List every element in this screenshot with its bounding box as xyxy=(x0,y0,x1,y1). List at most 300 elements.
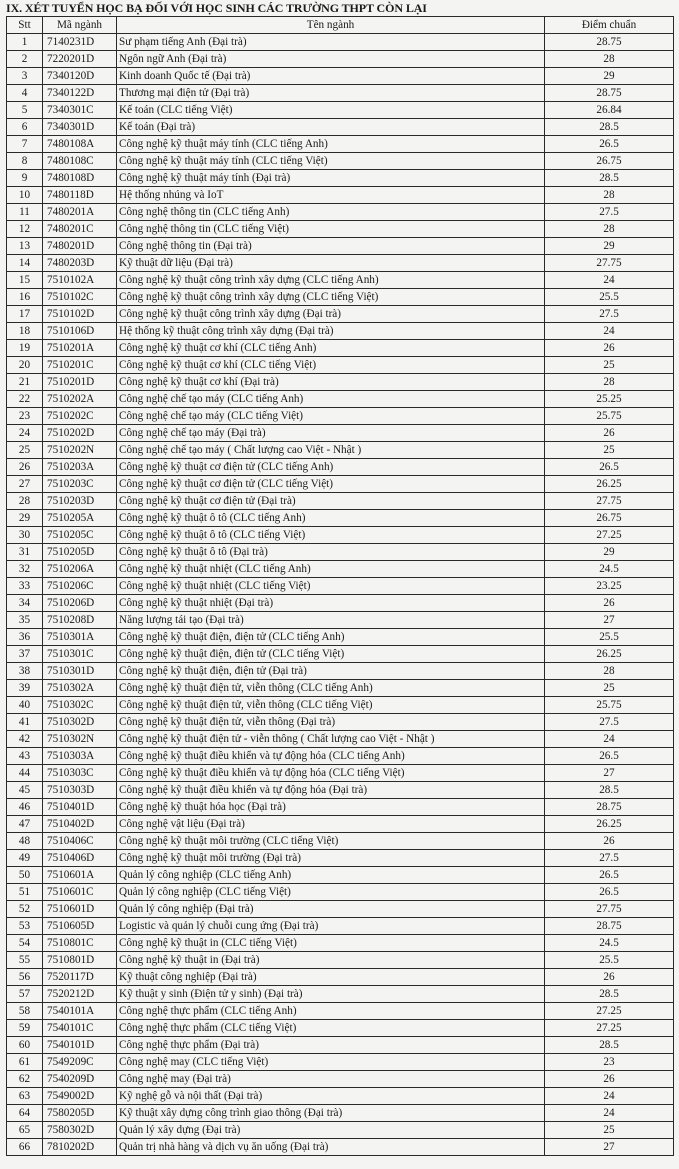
header-stt: Stt xyxy=(7,17,43,34)
table-row xyxy=(7,867,674,884)
row-major-name: Hệ thống kỹ thuật công trình xây dựng (Đại trà) xyxy=(117,323,545,340)
row-major-name: Công nghệ kỹ thuật ô tô (Đại trà) xyxy=(117,544,545,561)
row-cutoff-score: 24 xyxy=(545,1105,674,1122)
row-major-code: 7340120D xyxy=(43,68,117,85)
table-row xyxy=(7,51,674,68)
table-row xyxy=(7,612,674,629)
row-major-name: Công nghệ thông tin (CLC tiếng Anh) xyxy=(117,204,545,221)
row-cutoff-score: 24 xyxy=(545,272,674,289)
row-cutoff-score: 25.5 xyxy=(545,629,674,646)
row-major-code: 7510102A xyxy=(43,272,117,289)
row-stt: 31 xyxy=(7,544,43,561)
table-row xyxy=(7,901,674,918)
row-stt: 29 xyxy=(7,510,43,527)
table-row xyxy=(7,680,674,697)
row-stt: 24 xyxy=(7,425,43,442)
row-stt: 26 xyxy=(7,459,43,476)
row-stt: 58 xyxy=(7,1003,43,1020)
table-row xyxy=(7,391,674,408)
row-cutoff-score: 27.5 xyxy=(545,850,674,867)
row-major-name: Năng lượng tái tạo (Đại trà) xyxy=(117,612,545,629)
row-cutoff-score: 25.25 xyxy=(545,391,674,408)
table-row xyxy=(7,425,674,442)
row-major-code: 7510601A xyxy=(43,867,117,884)
row-stt: 40 xyxy=(7,697,43,714)
row-major-code: 7510201D xyxy=(43,374,117,391)
row-major-code: 7480108D xyxy=(43,170,117,187)
row-major-code: 7220201D xyxy=(43,51,117,68)
row-cutoff-score: 27.25 xyxy=(545,527,674,544)
row-major-code: 7510303A xyxy=(43,748,117,765)
table-row xyxy=(7,1003,674,1020)
row-cutoff-score: 27 xyxy=(545,1139,674,1156)
row-major-name: Công nghệ kỹ thuật in (Đại trà) xyxy=(117,952,545,969)
row-stt: 11 xyxy=(7,204,43,221)
row-stt: 19 xyxy=(7,340,43,357)
header-major-name: Tên ngành xyxy=(117,17,545,34)
table-row xyxy=(7,850,674,867)
row-major-code: 7480201C xyxy=(43,221,117,238)
row-major-name: Kỹ thuật dữ liệu (Đại trà) xyxy=(117,255,545,272)
row-major-code: 7510205C xyxy=(43,527,117,544)
row-major-name: Công nghệ kỹ thuật cơ điện tử (Đại trà) xyxy=(117,493,545,510)
row-major-code: 7510203A xyxy=(43,459,117,476)
row-stt: 12 xyxy=(7,221,43,238)
row-major-code: 7549002D xyxy=(43,1088,117,1105)
row-major-code: 7510202A xyxy=(43,391,117,408)
row-major-code: 7480201D xyxy=(43,238,117,255)
row-major-code: 7510801D xyxy=(43,952,117,969)
row-major-code: 7540101D xyxy=(43,1037,117,1054)
row-stt: 62 xyxy=(7,1071,43,1088)
row-cutoff-score: 27.75 xyxy=(545,493,674,510)
row-major-code: 7510402D xyxy=(43,816,117,833)
row-stt: 10 xyxy=(7,187,43,204)
row-major-code: 7340301D xyxy=(43,119,117,136)
table-row xyxy=(7,1071,674,1088)
row-cutoff-score: 27.25 xyxy=(545,1020,674,1037)
table-row xyxy=(7,646,674,663)
row-cutoff-score: 26 xyxy=(545,833,674,850)
row-major-name: Công nghệ chế tạo máy (Đại trà) xyxy=(117,425,545,442)
row-stt: 52 xyxy=(7,901,43,918)
table-row xyxy=(7,884,674,901)
row-cutoff-score: 26.5 xyxy=(545,459,674,476)
table-row xyxy=(7,918,674,935)
row-major-code: 7540209D xyxy=(43,1071,117,1088)
row-major-code: 7510302D xyxy=(43,714,117,731)
row-stt: 59 xyxy=(7,1020,43,1037)
row-cutoff-score: 28.5 xyxy=(545,170,674,187)
row-major-code: 7510303C xyxy=(43,765,117,782)
row-major-name: Kỹ thuật công nghiệp (Đại trà) xyxy=(117,969,545,986)
row-stt: 34 xyxy=(7,595,43,612)
row-stt: 50 xyxy=(7,867,43,884)
row-cutoff-score: 29 xyxy=(545,544,674,561)
row-major-name: Công nghệ kỹ thuật nhiệt (CLC tiếng Việt) xyxy=(117,578,545,595)
row-major-name: Quản lý xây dựng (Đại trà) xyxy=(117,1122,545,1139)
row-stt: 66 xyxy=(7,1139,43,1156)
row-cutoff-score: 26 xyxy=(545,595,674,612)
row-stt: 56 xyxy=(7,969,43,986)
row-major-name: Quản trị nhà hàng và dịch vụ ăn uống (Đại trà) xyxy=(117,1139,545,1156)
row-stt: 41 xyxy=(7,714,43,731)
table-row xyxy=(7,969,674,986)
row-major-code: 7510202N xyxy=(43,442,117,459)
table-row xyxy=(7,289,674,306)
row-stt: 39 xyxy=(7,680,43,697)
row-stt: 2 xyxy=(7,51,43,68)
table-row xyxy=(7,595,674,612)
table-row xyxy=(7,306,674,323)
row-major-code: 7510106D xyxy=(43,323,117,340)
row-stt: 9 xyxy=(7,170,43,187)
row-major-code: 7580302D xyxy=(43,1122,117,1139)
row-stt: 57 xyxy=(7,986,43,1003)
row-cutoff-score: 26 xyxy=(545,340,674,357)
row-major-code: 7140231D xyxy=(43,34,117,51)
row-major-name: Công nghệ kỹ thuật điện tử, viễn thông (CLC tiếng Anh) xyxy=(117,680,545,697)
row-stt: 45 xyxy=(7,782,43,799)
row-major-name: Công nghệ kỹ thuật công trình xây dựng (CLC tiếng Việt) xyxy=(117,289,545,306)
row-major-code: 7810202D xyxy=(43,1139,117,1156)
row-major-name: Công nghệ kỹ thuật điều khiển và tự động hóa (CLC tiếng Anh) xyxy=(117,748,545,765)
row-major-code: 7510301C xyxy=(43,646,117,663)
row-stt: 13 xyxy=(7,238,43,255)
table-row xyxy=(7,1139,674,1156)
row-cutoff-score: 28.5 xyxy=(545,986,674,1003)
row-major-name: Công nghệ kỹ thuật điện, điện tử (CLC tiếng Việt) xyxy=(117,646,545,663)
row-major-code: 7510601C xyxy=(43,884,117,901)
row-stt: 20 xyxy=(7,357,43,374)
table-row xyxy=(7,442,674,459)
row-major-code: 7540101C xyxy=(43,1020,117,1037)
row-stt: 25 xyxy=(7,442,43,459)
row-stt: 53 xyxy=(7,918,43,935)
row-stt: 43 xyxy=(7,748,43,765)
row-cutoff-score: 26 xyxy=(545,425,674,442)
row-stt: 54 xyxy=(7,935,43,952)
row-major-code: 7510102C xyxy=(43,289,117,306)
table-row xyxy=(7,935,674,952)
row-cutoff-score: 27.5 xyxy=(545,204,674,221)
table-row xyxy=(7,119,674,136)
table-row xyxy=(7,833,674,850)
table-row xyxy=(7,85,674,102)
row-stt: 30 xyxy=(7,527,43,544)
row-cutoff-score: 23 xyxy=(545,1054,674,1071)
row-major-name: Công nghệ kỹ thuật ô tô (CLC tiếng Việt) xyxy=(117,527,545,544)
row-major-name: Công nghệ kỹ thuật điện tử, viễn thông (CLC tiếng Việt) xyxy=(117,697,545,714)
row-major-name: Công nghệ vật liệu (Đại trà) xyxy=(117,816,545,833)
row-stt: 46 xyxy=(7,799,43,816)
row-major-code: 7510301D xyxy=(43,663,117,680)
row-cutoff-score: 26.5 xyxy=(545,136,674,153)
row-stt: 4 xyxy=(7,85,43,102)
row-cutoff-score: 28.5 xyxy=(545,119,674,136)
table-row xyxy=(7,272,674,289)
row-major-code: 7510605D xyxy=(43,918,117,935)
row-major-name: Công nghệ thông tin (CLC tiếng Việt) xyxy=(117,221,545,238)
row-stt: 1 xyxy=(7,34,43,51)
table-row xyxy=(7,238,674,255)
row-major-code: 7510303D xyxy=(43,782,117,799)
row-cutoff-score: 28 xyxy=(545,221,674,238)
row-cutoff-score: 24.5 xyxy=(545,561,674,578)
table-row xyxy=(7,170,674,187)
row-major-code: 7510206C xyxy=(43,578,117,595)
row-major-name: Công nghệ kỹ thuật nhiệt (CLC tiếng Anh) xyxy=(117,561,545,578)
row-stt: 21 xyxy=(7,374,43,391)
row-major-code: 7510406C xyxy=(43,833,117,850)
row-major-code: 7480203D xyxy=(43,255,117,272)
row-stt: 32 xyxy=(7,561,43,578)
row-major-code: 7549209C xyxy=(43,1054,117,1071)
row-major-name: Công nghệ kỹ thuật công trình xây dựng (Đại trà) xyxy=(117,306,545,323)
row-cutoff-score: 26.5 xyxy=(545,867,674,884)
table-row xyxy=(7,187,674,204)
row-stt: 5 xyxy=(7,102,43,119)
row-major-name: Công nghệ kỹ thuật máy tính (CLC tiếng Việt) xyxy=(117,153,545,170)
row-cutoff-score: 29 xyxy=(545,68,674,85)
row-stt: 6 xyxy=(7,119,43,136)
table-row xyxy=(7,1105,674,1122)
row-major-code: 7510202C xyxy=(43,408,117,425)
row-stt: 27 xyxy=(7,476,43,493)
row-cutoff-score: 23.25 xyxy=(545,578,674,595)
table-row xyxy=(7,1088,674,1105)
row-major-code: 7510801C xyxy=(43,935,117,952)
row-major-name: Công nghệ kỹ thuật điện tử, viễn thông (Đại trà) xyxy=(117,714,545,731)
row-stt: 38 xyxy=(7,663,43,680)
table-row xyxy=(7,459,674,476)
table-row xyxy=(7,986,674,1003)
row-stt: 16 xyxy=(7,289,43,306)
table-row xyxy=(7,374,674,391)
table-row xyxy=(7,578,674,595)
row-major-name: Công nghệ kỹ thuật in (CLC tiếng Việt) xyxy=(117,935,545,952)
row-stt: 47 xyxy=(7,816,43,833)
row-major-code: 7480108C xyxy=(43,153,117,170)
row-major-code: 7510205D xyxy=(43,544,117,561)
row-major-code: 7340122D xyxy=(43,85,117,102)
row-major-code: 7510205A xyxy=(43,510,117,527)
row-cutoff-score: 26.5 xyxy=(545,748,674,765)
row-stt: 48 xyxy=(7,833,43,850)
row-major-name: Công nghệ kỹ thuật cơ khí (Đại trà) xyxy=(117,374,545,391)
table-row xyxy=(7,204,674,221)
row-major-name: Công nghệ kỹ thuật hóa học (Đại trà) xyxy=(117,799,545,816)
row-cutoff-score: 28 xyxy=(545,187,674,204)
row-major-name: Sư phạm tiếng Anh (Đại trà) xyxy=(117,34,545,51)
row-cutoff-score: 24 xyxy=(545,1088,674,1105)
row-cutoff-score: 26 xyxy=(545,1071,674,1088)
table-row xyxy=(7,561,674,578)
row-major-code: 7340301C xyxy=(43,102,117,119)
row-major-code: 7540101A xyxy=(43,1003,117,1020)
row-cutoff-score: 28 xyxy=(545,663,674,680)
row-stt: 17 xyxy=(7,306,43,323)
row-cutoff-score: 27.75 xyxy=(545,901,674,918)
row-cutoff-score: 29 xyxy=(545,238,674,255)
table-row xyxy=(7,340,674,357)
row-major-code: 7510406D xyxy=(43,850,117,867)
row-cutoff-score: 24.5 xyxy=(545,935,674,952)
row-major-name: Ngôn ngữ Anh (Đại trà) xyxy=(117,51,545,68)
table-row xyxy=(7,714,674,731)
table-row xyxy=(7,34,674,51)
row-cutoff-score: 26.5 xyxy=(545,884,674,901)
table-row xyxy=(7,816,674,833)
table-row xyxy=(7,136,674,153)
table-row xyxy=(7,697,674,714)
table-row xyxy=(7,476,674,493)
row-stt: 65 xyxy=(7,1122,43,1139)
table-header-row xyxy=(7,17,674,34)
row-cutoff-score: 28 xyxy=(545,374,674,391)
row-stt: 15 xyxy=(7,272,43,289)
table-row xyxy=(7,1122,674,1139)
row-major-name: Công nghệ chế tạo máy (CLC tiếng Việt) xyxy=(117,408,545,425)
table-row xyxy=(7,255,674,272)
row-major-name: Quản lý công nghiệp (CLC tiếng Việt) xyxy=(117,884,545,901)
table-row xyxy=(7,731,674,748)
row-major-name: Công nghệ kỹ thuật điện, điện tử (CLC tiếng Anh) xyxy=(117,629,545,646)
row-cutoff-score: 25 xyxy=(545,442,674,459)
row-major-name: Công nghệ kỹ thuật môi trường (CLC tiếng Việt) xyxy=(117,833,545,850)
table-row xyxy=(7,357,674,374)
row-cutoff-score: 25 xyxy=(545,680,674,697)
row-major-code: 7510202D xyxy=(43,425,117,442)
row-major-name: Công nghệ may (CLC tiếng Việt) xyxy=(117,1054,545,1071)
row-cutoff-score: 28.75 xyxy=(545,918,674,935)
row-cutoff-score: 27.5 xyxy=(545,714,674,731)
row-stt: 3 xyxy=(7,68,43,85)
row-stt: 44 xyxy=(7,765,43,782)
table-row xyxy=(7,221,674,238)
table-row xyxy=(7,102,674,119)
row-major-name: Kế toán (Đại trà) xyxy=(117,119,545,136)
row-major-name: Công nghệ thông tin (Đại trà) xyxy=(117,238,545,255)
row-major-code: 7520117D xyxy=(43,969,117,986)
row-major-name: Thương mại điện tử (Đại trà) xyxy=(117,85,545,102)
row-major-name: Công nghệ kỹ thuật điều khiển và tự động hóa (CLC tiếng Việt) xyxy=(117,765,545,782)
row-major-code: 7520212D xyxy=(43,986,117,1003)
row-major-name: Công nghệ may (Đại trà) xyxy=(117,1071,545,1088)
row-stt: 49 xyxy=(7,850,43,867)
row-major-code: 7510208D xyxy=(43,612,117,629)
admission-score-table xyxy=(6,16,674,1156)
row-major-name: Kinh doanh Quốc tế (Đại trà) xyxy=(117,68,545,85)
row-major-code: 7510302A xyxy=(43,680,117,697)
table-row xyxy=(7,629,674,646)
row-cutoff-score: 25 xyxy=(545,1122,674,1139)
row-major-name: Công nghệ kỹ thuật cơ khí (CLC tiếng Anh) xyxy=(117,340,545,357)
row-cutoff-score: 26.25 xyxy=(545,816,674,833)
row-cutoff-score: 27.5 xyxy=(545,306,674,323)
row-major-code: 7510201A xyxy=(43,340,117,357)
row-major-name: Công nghệ kỹ thuật cơ điện tử (CLC tiếng Việt) xyxy=(117,476,545,493)
row-major-code: 7510201C xyxy=(43,357,117,374)
row-stt: 63 xyxy=(7,1088,43,1105)
row-cutoff-score: 25.5 xyxy=(545,952,674,969)
row-major-name: Công nghệ chế tạo máy (CLC tiếng Anh) xyxy=(117,391,545,408)
row-major-code: 7510206D xyxy=(43,595,117,612)
row-stt: 55 xyxy=(7,952,43,969)
row-stt: 8 xyxy=(7,153,43,170)
row-major-code: 7480108A xyxy=(43,136,117,153)
row-stt: 61 xyxy=(7,1054,43,1071)
row-stt: 23 xyxy=(7,408,43,425)
row-major-name: Công nghệ thực phẩm (CLC tiếng Anh) xyxy=(117,1003,545,1020)
row-major-code: 7510601D xyxy=(43,901,117,918)
row-cutoff-score: 28.5 xyxy=(545,1037,674,1054)
row-major-name: Công nghệ chế tạo máy ( Chất lượng cao Việt - Nhật ) xyxy=(117,442,545,459)
row-stt: 14 xyxy=(7,255,43,272)
table-row xyxy=(7,799,674,816)
row-major-name: Công nghệ kỹ thuật công trình xây dựng (CLC tiếng Anh) xyxy=(117,272,545,289)
table-row xyxy=(7,68,674,85)
row-cutoff-score: 25.75 xyxy=(545,697,674,714)
row-cutoff-score: 25 xyxy=(545,357,674,374)
row-cutoff-score: 26 xyxy=(545,969,674,986)
row-major-name: Công nghệ kỹ thuật cơ khí (CLC tiếng Việt) xyxy=(117,357,545,374)
row-cutoff-score: 28.5 xyxy=(545,782,674,799)
row-major-name: Kỹ nghệ gỗ và nội thất (Đại trà) xyxy=(117,1088,545,1105)
row-major-code: 7510302C xyxy=(43,697,117,714)
row-stt: 51 xyxy=(7,884,43,901)
table-row xyxy=(7,1037,674,1054)
row-cutoff-score: 24 xyxy=(545,323,674,340)
row-major-code: 7510301A xyxy=(43,629,117,646)
table-row xyxy=(7,748,674,765)
row-stt: 22 xyxy=(7,391,43,408)
row-major-code: 7510302N xyxy=(43,731,117,748)
row-stt: 37 xyxy=(7,646,43,663)
row-stt: 36 xyxy=(7,629,43,646)
row-stt: 64 xyxy=(7,1105,43,1122)
table-row xyxy=(7,527,674,544)
table-row xyxy=(7,544,674,561)
row-major-name: Hệ thống nhúng và IoT xyxy=(117,187,545,204)
row-cutoff-score: 27 xyxy=(545,765,674,782)
row-cutoff-score: 26.75 xyxy=(545,153,674,170)
row-cutoff-score: 27.25 xyxy=(545,1003,674,1020)
table-row xyxy=(7,663,674,680)
row-major-name: Công nghệ kỹ thuật nhiệt (Đại trà) xyxy=(117,595,545,612)
row-cutoff-score: 24 xyxy=(545,731,674,748)
row-major-name: Kế toán (CLC tiếng Việt) xyxy=(117,102,545,119)
row-cutoff-score: 28.75 xyxy=(545,85,674,102)
row-stt: 60 xyxy=(7,1037,43,1054)
row-major-code: 7510203C xyxy=(43,476,117,493)
row-major-name: Quản lý công nghiệp (CLC tiếng Anh) xyxy=(117,867,545,884)
row-major-name: Quản lý công nghiệp (Đại trà) xyxy=(117,901,545,918)
table-row xyxy=(7,1020,674,1037)
row-major-name: Công nghệ kỹ thuật cơ điện tử (CLC tiếng Anh) xyxy=(117,459,545,476)
row-stt: 42 xyxy=(7,731,43,748)
row-major-name: Công nghệ kỹ thuật điều khiển và tự động hóa (Đại trà) xyxy=(117,782,545,799)
row-cutoff-score: 27.75 xyxy=(545,255,674,272)
row-major-name: Kỹ thuật xây dựng công trình giao thông (Đại trà) xyxy=(117,1105,545,1122)
row-major-name: Công nghệ kỹ thuật máy tính (CLC tiếng Anh) xyxy=(117,136,545,153)
row-major-code: 7510102D xyxy=(43,306,117,323)
row-major-code: 7480201A xyxy=(43,204,117,221)
row-major-name: Công nghệ kỹ thuật ô tô (CLC tiếng Anh) xyxy=(117,510,545,527)
table-row xyxy=(7,493,674,510)
row-stt: 28 xyxy=(7,493,43,510)
table-row xyxy=(7,153,674,170)
